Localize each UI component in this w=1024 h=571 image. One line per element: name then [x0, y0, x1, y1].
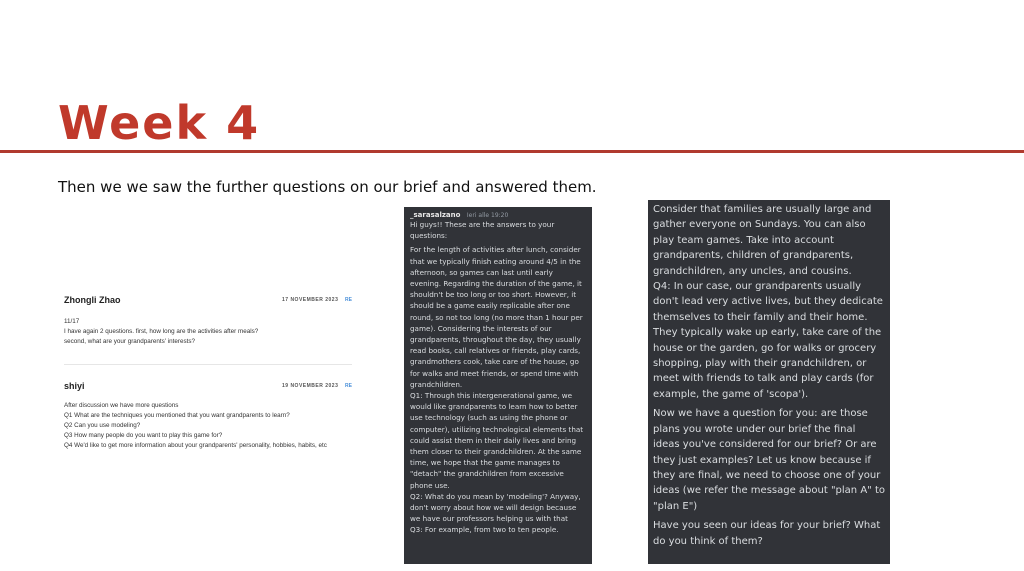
slide-title: Week 4	[58, 96, 261, 150]
message-line: I have again 2 questions. first, how long are the activities after meals?	[64, 328, 259, 335]
chat-paragraph: Hi guys!! These are the answers to your questions:	[410, 220, 555, 241]
title-underline	[0, 150, 1024, 153]
message-line: Q2 Can you use modeling?	[64, 422, 141, 429]
message-line: Q3 How many people do you want to play this game for?	[64, 432, 223, 439]
message-line: Q4 We'd like to get more information about your grandparents' personality, hobbies, habits, etc	[64, 442, 327, 449]
chat-timestamp: Ieri alle 19:20	[466, 212, 509, 219]
email-message-1	[64, 295, 352, 347]
sender-name: shiyi	[64, 381, 85, 391]
message-line: second, what are your grandparents' interests?	[64, 338, 196, 345]
chat-author[interactable]: _sarasalzano	[410, 211, 461, 219]
message-date: 17 NOVEMBER 2023	[282, 297, 339, 303]
reply-link[interactable]: RE	[345, 383, 352, 389]
chat-message-panel-left	[404, 207, 592, 564]
message-date: 19 NOVEMBER 2023	[282, 383, 339, 389]
sender-name: Zhongli Zhao	[64, 295, 121, 305]
message-line: After discussion we have more questions	[64, 402, 179, 409]
message-line: 11/17	[64, 318, 80, 325]
message-divider	[64, 364, 352, 365]
chat-paragraph: Consider that families are usually large and gather everyone on Sundays. You can also play team games. Take into account grandparents, children of grandparents, grandchildren, any uncles, and cousins. Q4: In our case, our grandparents usually don't lead very active lives, but they dedicate themselves to their family and their home. They typically wake up early, take care of the house or the garden, go for walks or grocery shopping, play with their grandchildren, or meet with friends to talk and play cards (for example, the game of 'scopa').	[653, 204, 883, 400]
email-message-2	[64, 381, 352, 451]
chat-paragraph: Have you seen our ideas for your brief? What do you think of them?	[653, 520, 881, 547]
chat-paragraph: Now we have a question for you: are those plans you wrote under our brief the final ideas you've considered for our brief? Or are they just examples? Let us know because if they are final, we need to choose one of your ideas (we refer the message about "plan A" to "plan E")	[653, 408, 885, 512]
message-line: Q1 What are the techniques you mentioned that you want grandparents to learn?	[64, 412, 290, 419]
reply-link[interactable]: RE	[345, 297, 352, 303]
chat-message-panel-right	[648, 200, 890, 564]
slide-subtitle: Then we we saw the further questions on our brief and answered them.	[58, 178, 597, 196]
chat-paragraph: For the length of activities after lunch, consider that we typically finish eating around 4/5 in the afternoon, so games can last until early evening. Regarding the duration of the game, it shouldn't be too long or too short. However, it should be a game easily replicable after one round, so not too long (no more than 1 hour per game). Considering the interests of our grandparents, throughout the day, they usually read books, call relatives or friends, play cards, grandmothers cook, take care of the house, go for walks and meet friends, or spend time with grandchildren. Q1: Through this intergenerational game, we would like grandparents to learn how to better use technology (such as using the phone or computer), utilizing technological elements that could assist them in their daily lives and bring them closer to their grandchildren. At the same time, we hope that the game manages to "detach" the grandchildren from excessive phone use. Q2: What do you mean by 'modeling'? Anyway, don't worry about how we will design because we have our professors helping us with that Q3: For example, from two to ten people.	[410, 245, 584, 535]
